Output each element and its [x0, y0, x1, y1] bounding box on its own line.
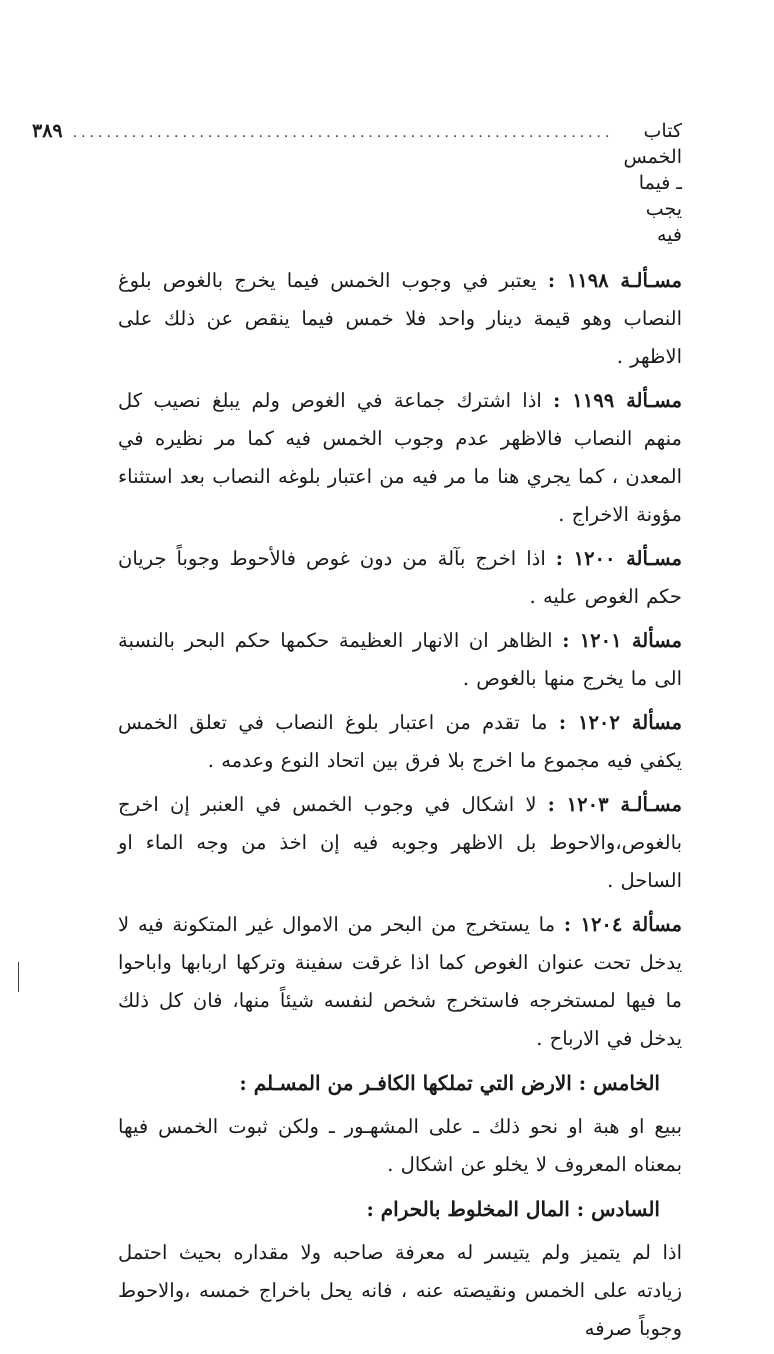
section-six-heading	[118, 1190, 682, 1228]
header-leader-dots: ................................................................	[72, 125, 614, 141]
section-five-text: ببيع او هبة او نحو ذلك ـ على المشهـور ـ ولكن ثبوت الخمس فيها بمعناه المعروف لا يخلو عن اشكال .	[118, 1115, 682, 1176]
issue-1203	[118, 786, 682, 900]
issue-label: مسـألة ١١٩٩ :	[553, 389, 682, 412]
section-six-text: اذا لم يتميز ولم يتيسر له معرفة صاحبه ولا مقداره بحيث احتمل زيادته على الخمس ونقيصته عنه ، فانه يحل باخراج خمسه ،والاحوط وجوباً صرفه	[118, 1241, 682, 1340]
issue-1202	[118, 704, 682, 780]
section-title: المال المخلوط بالحرام :	[366, 1197, 577, 1221]
issue-text: اذا اخرج بآلة من دون غوص فالأحوط وجوباً جريان حكم الغوص عليه .	[118, 547, 682, 608]
issue-label: مسـألـة ١١٩٨ :	[547, 269, 682, 292]
section-title: الارض التي تملكها الكافـر من المسـلم :	[239, 1071, 579, 1095]
issue-1199	[118, 382, 682, 534]
margin-mark	[18, 962, 19, 992]
header-title: كتاب الخمس ـ فيما يجب فيه	[623, 120, 682, 246]
issue-text: ما تقدم من اعتبار بلوغ النصاب في تعلق الخمس يكفي فيه مجموع ما اخرج بلا فرق بين اتحاد النوع وعدمه .	[118, 711, 682, 772]
issue-label: مسألة ١٢٠١ :	[562, 629, 683, 652]
issue-label: مسـألة ١٢٠٠ :	[555, 547, 682, 570]
issue-label: مسألة ١٢٠٤ :	[563, 913, 682, 936]
issue-1200	[118, 540, 682, 616]
issue-1198	[118, 262, 682, 376]
issue-1204	[118, 906, 682, 1058]
issue-text: اذا اشترك جماعة في الغوص ولم يبلغ نصيب كل منهم النصاب فالاظهر عدم وجوب الخمس فيه كما مر نظيره في المعدن ، كما يجري هنا ما مر فيه من اعتبار بلوغه النصاب بعد استثناء مؤونة الاخراج .	[118, 389, 682, 526]
page-number: ٣٨٩	[32, 120, 63, 142]
issue-text: يعتبر في وجوب الخمس فيما يخرج بالغوص بلوغ النصاب وهو قيمة دينار واحد فلا خمس فيما ينقص عن ذلك على الاظهر .	[118, 269, 682, 368]
issue-1201	[118, 622, 682, 698]
running-header	[32, 118, 682, 248]
issue-label: مسـألـة ١٢٠٣ :	[547, 793, 682, 816]
issue-text: الظاهر ان الانهار العظيمة حكمها حكم البحر بالنسبة الى ما يخرج منها بالغوص .	[118, 629, 682, 690]
issue-text: لا اشكال في وجوب الخمس في العنبر إن اخرج بالغوص،والاحوط بل الاظهر وجوبه فيه إن اخذ من وجه الماء او الساحل .	[118, 793, 682, 892]
issue-text: ما يستخرج من البحر من الاموال غير المتكونة فيه لا يدخل تحت عنوان الغوص كما اذا غرقت سفينة وتركها اربابها واباحوا ما فيها لمستخرجه فاستخرج شخص لنفسه شيئاً منها، فان كل ذلك يدخل في الارباح .	[118, 913, 682, 1050]
section-label: الخامس :	[578, 1071, 660, 1095]
section-five-heading	[118, 1064, 682, 1102]
section-label: السادس :	[576, 1197, 660, 1221]
book-page	[32, 118, 683, 1354]
issue-label: مسألة ١٢٠٢ :	[558, 711, 682, 734]
